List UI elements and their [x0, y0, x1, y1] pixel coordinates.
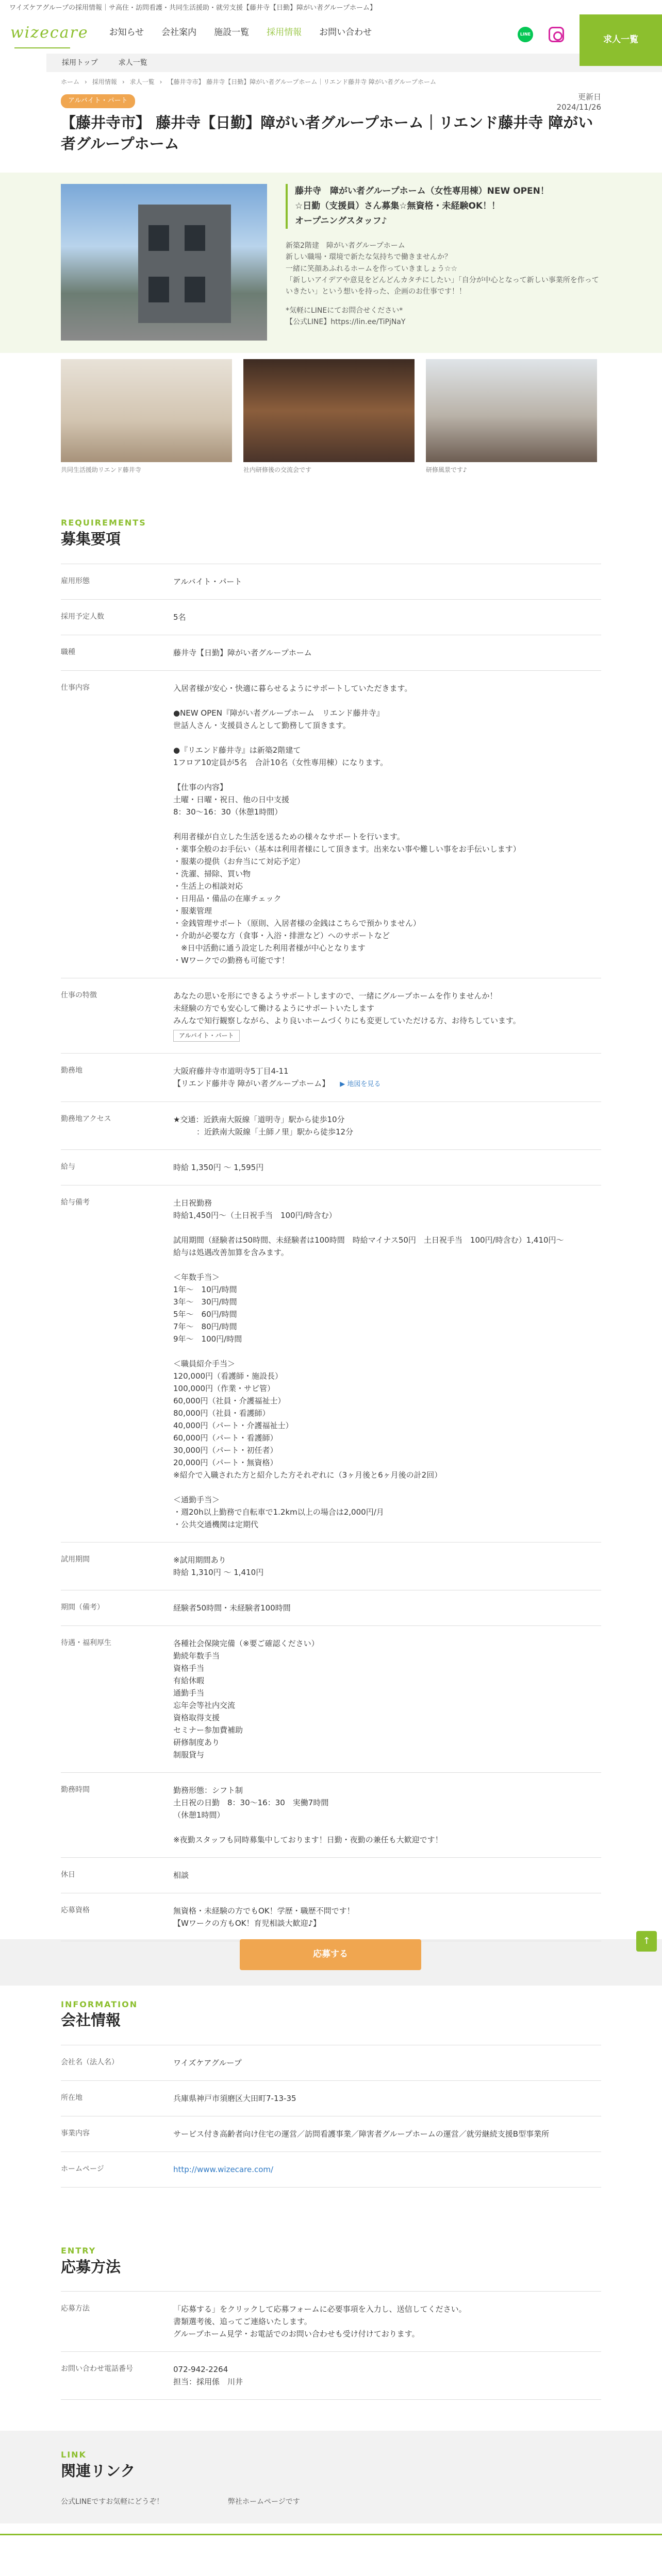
- nav-facilities[interactable]: 施設一覧: [214, 27, 250, 38]
- row-label: 期間（備考）: [61, 1603, 104, 1612]
- intro-paragraph: 新築2階建 障がい者グループホーム 新しい職場・環境で新たな気持ちで働きませんか？ 一緒に笑顔あふれるホームを作っていきましょう☆☆ 「新しいアイデアや意見をどんどんカタチにしたい」「自分が中心となって新しい事業所を作っていきたい」という想いを持った、企画のお仕事です！！: [286, 241, 599, 296]
- section-en-heading: ENTRY: [61, 2245, 96, 2256]
- row-label: 雇用形態: [61, 577, 90, 585]
- row-label: 応募方法: [61, 2304, 90, 2313]
- requirements-table: [61, 564, 601, 1941]
- table-row: [61, 1590, 601, 1625]
- nav-company[interactable]: 会社案内: [161, 27, 197, 38]
- row-label: 採用予定人数: [61, 612, 104, 621]
- subnav-job-list[interactable]: 求人一覧: [118, 58, 147, 67]
- updated-label: 更新日: [577, 92, 601, 102]
- row-value: 土日祝勤務 時給1,450円〜（土日祝手当 100円/時含む） 試用期間（経験者は50時間、未経験者は100時間 時給マイナス50円 土日祝手当 100円/時含む）1,410円〜 給与は処遇改善加算を含みます。 ＜年数手当＞ 1年〜 10円/時間 3年〜 30円/時間 5年〜 60円/時間 7年〜 80円/時間 9年〜 100円/時間 ＜職員紹介手当＞ 120,000円（看護師・施設長） 100,000円（作業・サビ管） 60,000円（社員・介護福祉士） 80,000円（社員・看護師） 40,000円（パート・介護福祉士） 60,000円（パート・看護師） 30,000円（パート・初任者） 20,000円（パート・無資格） ※紹介で入職された方と紹介した方それぞれに（3ヶ月後と6ヶ月後の計2回） ＜通勤手当＞ ・週20h以上勤務で自転車で1.2km以上の場合は2,000円/月 ・公共交通機関は定期代: [173, 1198, 564, 1529]
- line-icon[interactable]: LINE: [518, 27, 533, 42]
- job-list-label: 求人一覧: [603, 35, 638, 45]
- row-label: 休日: [61, 1870, 75, 1879]
- catch-copy: 藤井寺 障がい者グループホーム（女性専用棟）NEW OPEN！ ☆日勤（支援員）さん募集☆無資格・未経験OK！！ オープニングスタッフ♪: [286, 184, 601, 229]
- row-value: 相談: [173, 1870, 189, 1880]
- table-row: [61, 1857, 601, 1893]
- nav-recruit[interactable]: 採用情報: [267, 27, 302, 38]
- arrow-up-icon: ↑: [642, 1935, 651, 1946]
- breadcrumb-home[interactable]: ホーム: [61, 78, 80, 86]
- gallery-photo: [243, 359, 415, 462]
- gallery-caption: 共同生活援助リエンド藤井寺: [61, 466, 141, 474]
- breadcrumb-current: 【藤井寺市】 藤井寺【日勤】障がい者グループホーム｜リエンド藤井寺 障がい者グループホーム: [167, 78, 436, 86]
- row-value-text: あなたの思いを形にできるようサポートしますので、一緒にグループホームを作りませんか！ 未経験の方でも安心して働けるようにサポートいたします みんなで知行観察しながら、より良いホームづくりにも変更していただける方、お待ちしています。: [173, 991, 521, 1025]
- updated-value: 2024/11/26: [556, 102, 601, 112]
- line-link[interactable]: 公式LINEですお気軽にどうぞ！: [61, 2498, 164, 2506]
- table-row: [61, 1772, 601, 1857]
- row-value: アルバイト・パート: [173, 577, 242, 586]
- apply-button[interactable]: [240, 1939, 421, 1970]
- table-row: [61, 2116, 601, 2151]
- table-row: [61, 2351, 601, 2400]
- table-row: [61, 1625, 601, 1772]
- table-row: [61, 1893, 601, 1941]
- table-row: [61, 1053, 601, 1101]
- row-value: 勤務形態：シフト制 土日祝の日勤 8：30〜16：30 実働7時間 （休憩1時間） ※夜勤スタッフも同時募集中しております！日勤・夜勤の兼任も大歓迎です！: [173, 1785, 443, 1844]
- row-value: 時給 1,350円 〜 1,595円: [173, 1162, 264, 1172]
- row-value: [173, 1065, 601, 1090]
- gallery-caption: 研修風景です♪: [426, 466, 467, 474]
- table-row: [61, 2291, 601, 2351]
- row-value: 藤井寺【日勤】障がい者グループホーム: [173, 648, 312, 657]
- company-section: [0, 1998, 662, 2188]
- instagram-icon[interactable]: [549, 27, 564, 42]
- row-value: 経験者50時間・未経験者100時間: [173, 1603, 291, 1613]
- row-label: 給与: [61, 1162, 75, 1171]
- row-label: 応募資格: [61, 1906, 90, 1914]
- table-row: [61, 564, 601, 599]
- section-en-heading: REQUIREMENTS: [61, 518, 146, 528]
- table-row: [61, 635, 601, 670]
- section-heading: 募集要項: [61, 530, 121, 548]
- gallery-item: [426, 359, 597, 475]
- section-en-heading: LINK: [61, 2450, 87, 2460]
- breadcrumb-job-list[interactable]: 求人一覧: [129, 78, 155, 86]
- requirements-section: [0, 516, 662, 1941]
- header-icons: [518, 27, 564, 42]
- row-label: 会社名（法人名）: [61, 2058, 119, 2066]
- intro-text: [286, 184, 601, 337]
- homepage-link[interactable]: 弊社ホームページです: [228, 2498, 300, 2506]
- row-value: [173, 990, 601, 1042]
- page-title: 【藤井寺市】 藤井寺【日勤】障がい者グループホーム｜リエンド藤井寺 障がい者グループホーム: [61, 113, 593, 152]
- logo-underline: [14, 47, 70, 48]
- job-list-button[interactable]: [580, 14, 662, 66]
- table-row: [61, 599, 601, 635]
- row-label: 勤務地: [61, 1066, 82, 1075]
- intro-line-info: *気軽にLINEにてお問合せください* 【公式LINE】https://lin.ee/TiPjNaY: [286, 306, 406, 327]
- section-heading: 会社情報: [61, 2011, 121, 2029]
- table-row: [61, 2080, 601, 2116]
- intro-section: [0, 173, 662, 353]
- sub-nav: [46, 54, 662, 72]
- page-top-button[interactable]: [636, 1931, 657, 1952]
- row-label: 所在地: [61, 2093, 82, 2102]
- row-label: ホームページ: [61, 2164, 104, 2173]
- table-row: [61, 2151, 601, 2188]
- company-table: [61, 2045, 601, 2188]
- gallery-item: [61, 359, 232, 475]
- row-value: 072-942-2264 担当：採用係 川井: [173, 2365, 243, 2387]
- nav-contact[interactable]: お問い合わせ: [319, 27, 372, 38]
- gallery-photo: [426, 359, 597, 462]
- row-label: お問い合わせ電話番号: [61, 2365, 133, 2374]
- table-row: [61, 978, 601, 1053]
- row-label: 勤務時間: [61, 1785, 90, 1794]
- homepage-link[interactable]: http://www.wizecare.com/: [173, 2164, 274, 2174]
- row-label: 仕事の特徴: [61, 991, 97, 999]
- apply-button-label: 応募する: [313, 1949, 348, 1960]
- updated-date: [557, 92, 601, 112]
- row-label: 試用期間: [61, 1555, 90, 1564]
- row-value: 入居者様が安心・快適に暮らせるようにサポートしていただきます。 ●NEW OPEN『障がい者グループホーム リエンド藤井寺』 世話人さん・支援員さんとして勤務して頂きます。 ●『リエンド藤井寺』は新築2階建て 1フロア10定員が5名 合計10名（女性専用棟）になります。 【仕事の内容】 土曜・日曜・祝日、他の日中支援 8：30〜16：30（休憩1時間） 利用者様が自立した生活を送るための様々なサポートを行います。 ・薬事全般のお手伝い（基本は利用者様にして頂きます。出来ない事や難しい事をお手伝いします） ・服薬の提供（お弁当にて対応予定） ・洗濯、掃除、買い物 ・生活上の相談対応 ・日用品・備品の在庫チェック ・服薬管理 ・金銭管理サポート（原則、入居者様の金銭はこちらで預かりません） ・介助が必要な方（食事・入浴・排泄など）へのサポートなど ※日中活動に通う設定した利用者様が中心となります ・Wワークでの勤務も可能です！: [173, 683, 521, 965]
- row-label: 職種: [61, 648, 75, 656]
- row-label: 勤務地アクセス: [61, 1114, 111, 1123]
- site-logo[interactable]: wizecare: [10, 24, 89, 42]
- photo-gallery: [0, 353, 662, 475]
- row-value: ※試用期間あり 時給 1,310円 〜 1,410円: [173, 1555, 264, 1577]
- table-row: [61, 1101, 601, 1149]
- section-heading: 応募方法: [61, 2258, 121, 2276]
- table-row: [61, 1149, 601, 1185]
- job-title-block: [0, 92, 662, 154]
- breadcrumb-recruit[interactable]: 採用情報: [92, 78, 117, 86]
- row-label: 仕事内容: [61, 683, 90, 692]
- row-value: 各種社会保険完備（※要ご確認ください） 勤続年数手当 資格手当 有給休暇 通勤手当 忘年会等社内交流 資格取得支援 セミナー参加費補助 研修制度あり 制服貸与: [173, 1638, 319, 1759]
- section-heading: 関連リンク: [61, 2462, 136, 2480]
- section-en-heading: INFORMATION: [61, 1999, 138, 2009]
- row-value: 5名: [173, 612, 186, 622]
- nav-news[interactable]: お知らせ: [109, 27, 144, 38]
- top-bar: ワイズケアグループの採用情報｜サ高住・訪問看護・共同生活援助・就労支援【藤井寺【日勤】障がい者グループホーム】: [9, 4, 377, 12]
- row-value: ★交通：近鉄南大阪線「道明寺」駅から徒歩10分 ：近鉄南大阪線「土師ノ里」駅から徒歩12分: [173, 1114, 354, 1137]
- row-value: 兵庫県神戸市須磨区大田町7-13-35: [173, 2093, 296, 2103]
- gallery-item: [243, 359, 415, 475]
- links-section: [0, 2431, 662, 2523]
- table-row: [61, 1185, 601, 1542]
- table-row: [61, 1542, 601, 1590]
- row-value: 「応募する」をクリックして応募フォームに必要事項を入力し、送信してください。 書類選考後、追ってご連絡いたします。 グループホーム見学・お電話でのお問い合わせも受け付けております。: [173, 2304, 467, 2339]
- apply-section: [0, 2244, 662, 2400]
- gallery-caption: 社内研修後の交流会です: [243, 466, 312, 474]
- row-label: 待遇・福利厚生: [61, 1638, 111, 1647]
- gallery-photo: [61, 359, 232, 462]
- main-photo: [61, 184, 267, 341]
- global-nav: [109, 26, 372, 40]
- footer: [0, 2535, 662, 2576]
- address-text: 大阪府藤井寺市道明寺5丁目4-11 【リエンド藤井寺 障がい者グループホーム】: [173, 1066, 330, 1088]
- breadcrumb: ホーム › 採用情報 › 求人一覧 › 【藤井寺市】 藤井寺【日勤】障がい者グループホーム｜リエンド藤井寺 障がい者グループホーム: [0, 72, 662, 92]
- feature-badge: アルバイト・パート: [173, 1030, 240, 1042]
- employment-tag: アルバイト・パート: [61, 94, 135, 108]
- row-value: ワイズケアグループ: [173, 2058, 242, 2067]
- row-label: 給与備考: [61, 1198, 90, 1207]
- map-link[interactable]: ▶ 地図を見る: [340, 1080, 381, 1088]
- apply-table: [61, 2291, 601, 2400]
- table-row: [61, 670, 601, 978]
- row-label: 事業内容: [61, 2129, 90, 2138]
- row-value: サービス付き高齢者向け住宅の運営／訪問看護事業／障害者グループホームの運営／就労継続支援B型事業所: [173, 2129, 550, 2139]
- subnav-recruit-top[interactable]: 採用トップ: [62, 58, 98, 67]
- table-row: [61, 2045, 601, 2080]
- header: [0, 14, 662, 52]
- row-value: 無資格・未経験の方でもOK！学歴・職歴不問です！ 【Wワークの方もOK！育児相談大歓迎♪】: [173, 1906, 355, 1928]
